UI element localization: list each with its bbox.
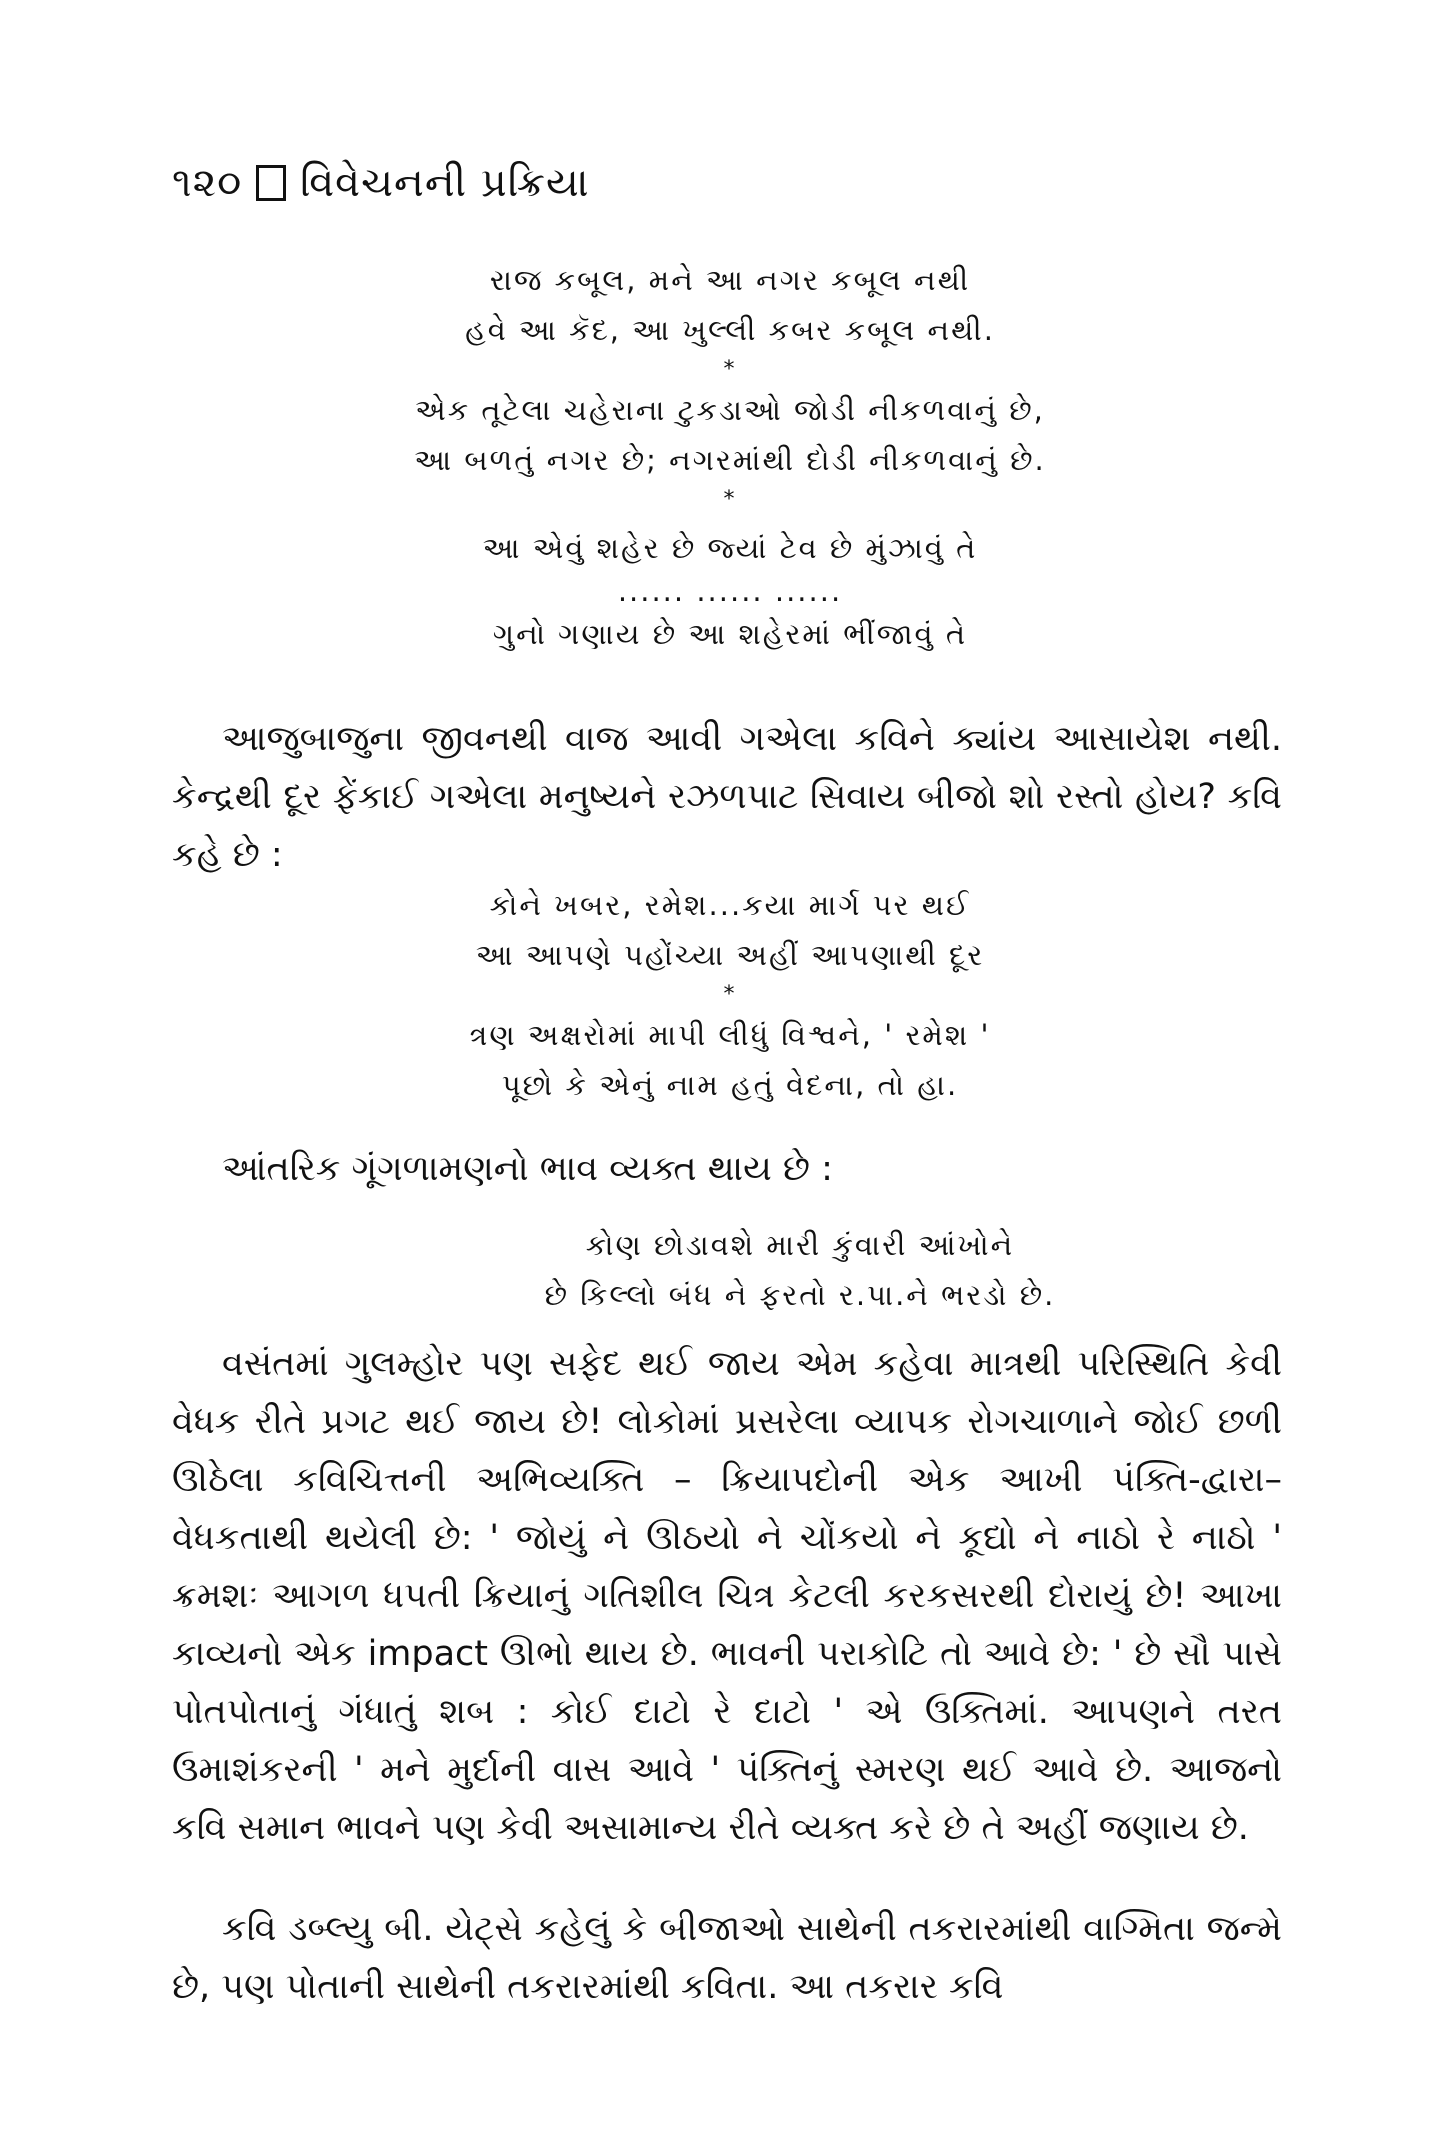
- page-header: [172, 160, 590, 206]
- paragraph-1: [172, 710, 1282, 884]
- verse-line: આ એવું શહેર છે જ્યાં ટેવ છે મુંઝાવું તે: [482, 531, 978, 565]
- asterisk-separator: *: [723, 357, 737, 382]
- intro-line: આંતરિક ગૂંગળામણનો ભાવ વ્યક્ત થાય છે :: [222, 1149, 833, 1189]
- paragraph-text: કવિ ડબ્લ્યુ બી. યેટ્સે કહેલું કે બીજાઓ સાથેની તકરારમાંથી વાગ્મિતા જન્મે છે, પણ પોતાની સાથેની તકરારમાંથી કવિતા. આ તકરાર કવિ: [172, 1909, 1282, 2007]
- page-number: ૧૨૦: [172, 160, 243, 206]
- verse-line: આ બળતું નગર છે; નગરમાંથી દોડી નીકળવાનું છે.: [414, 443, 1046, 477]
- verse-line: ત્રણ અક્ષરોમાં માપી લીધું વિશ્વને, ' રમેશ ': [469, 1018, 991, 1052]
- paragraph-3: [172, 1900, 1282, 2016]
- verse-line: હવે આ કૅદ, આ ખુલ્લી કબર કબૂલ નથી.: [465, 313, 995, 347]
- verse-line: કોને ખબર, રમેશ...કયા માર્ગ પર થઈ: [489, 888, 971, 922]
- book-title: વિવેચનની પ્રક્રિયા: [300, 160, 590, 206]
- poem-block-3: [300, 1220, 1300, 1320]
- verse-line: એક તૂટેલા ચહેરાના ટુકડાઓ જોડી નીકળવાનું છે,: [415, 393, 1045, 427]
- verse-line: આ આપણે પહોંચ્યા અહીં આપણાથી દૂર: [475, 938, 985, 972]
- poem-block-1: [200, 255, 1260, 659]
- square-ornament-icon: [256, 165, 286, 201]
- poem-block-2: [200, 880, 1260, 1110]
- asterisk-separator: *: [723, 487, 737, 512]
- verse-line: રાજ કબૂલ, મને આ નગર કબૂલ નથી: [489, 263, 971, 297]
- verse-line: છે કિલ્લો બંધ ને ફરતો ર.પા.ને ભરડો છે.: [544, 1278, 1056, 1312]
- paragraph-text: વસંતમાં ગુલમ્હોર પણ સફેદ થઈ જાય એમ કહેવા માત્રથી પરિસ્થિતિ કેવી વેધક રીતે પ્રગટ થઈ જાય છે! લોકોમાં પ્રસરેલા વ્યાપક રોગચાળાને જોઈ છળી ઊઠેલા કવિચિત્તની અભિવ્યક્તિ – ક્રિયાપદોની એક આખી પંક્તિ-દ્વારા–વેધકતાથી થયેલી છે: ' જોયું ને ઊઠયો ને ચોંકયો ને કૂદ્યો ને નાઠો રે નાઠો ' ક્રમશઃ આગળ ધપતી ક્રિયાનું ગતિશીલ ચિત્ર કેટલી કરકસરથી દોરાયું છે! આખા કાવ્યનો એક impact ઊભો થાય છે. ભાવની પરાકોટિ તો આવે છે: ' છે સૌ પાસે પોતપોતાનું ગંધાતું શબ : કોઈ દાટો રે દાટો ' એ ઉક્તિમાં. આપણને તરત ઉમાશંકરની ' મને મુર્દાની વાસ આવે ' પંક્તિનું સ્મરણ થઈ આવે છે. આજનો કવિ સમાન ભાવને પણ કેવી અસામાન્ય રીતે વ્યક્ત કરે છે તે અહીં જણાય છે.: [172, 1344, 1282, 1848]
- paragraph-text: આજુબાજુના જીવનથી વાજ આવી ગએલા કવિને ક્યાંય આસાયેશ નથી. કેન્દ્રથી દૂર ફેંકાઈ ગએલા મનુષ્યને રઝળપાટ સિવાય બીજો શો રસ્તો હોય? કવિ કહે છે :: [172, 719, 1282, 875]
- asterisk-separator: *: [723, 982, 737, 1007]
- ellipsis-line: ...... ...... ......: [617, 574, 843, 608]
- paragraph-2: [172, 1335, 1282, 1857]
- verse-line: ગુનો ગણાય છે આ શહેરમાં ભીંજાવું તે: [492, 617, 968, 651]
- verse-line: પૂછો કે એનું નામ હતું વેદના, તો હા.: [501, 1068, 959, 1102]
- verse-line: કોણ છોડાવશે મારી કુંવારી આંખોને: [585, 1228, 1015, 1262]
